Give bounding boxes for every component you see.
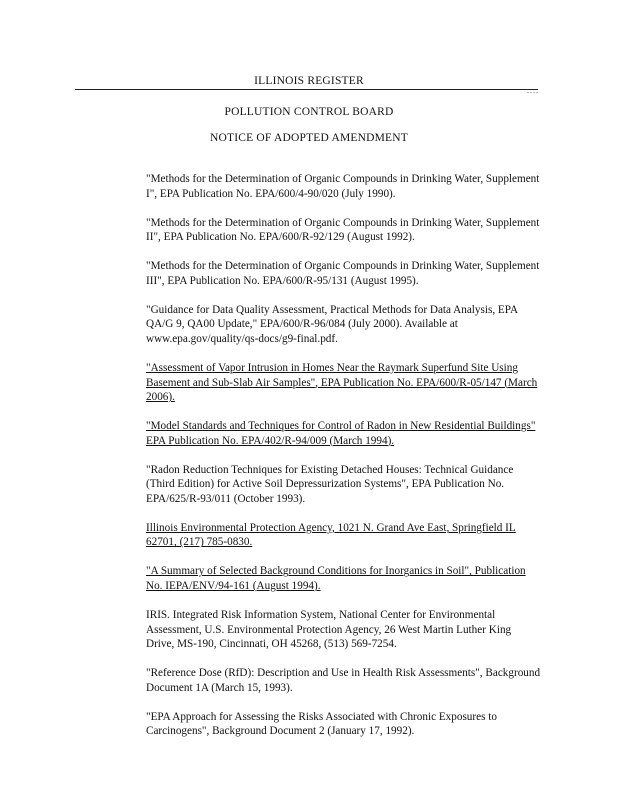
header-rule-tail: ....	[527, 86, 539, 95]
board-title: POLLUTION CONTROL BOARD	[224, 106, 394, 118]
reference-item: Illinois Environmental Protection Agency, 1021 N. Grand Ave East, Springfield IL 62701, (217) 785-0830.	[146, 521, 516, 549]
reference-item: "Assessment of Vapor Intrusion in Homes Near the Raymark Superfund Site Using Basement and Sub-Slab Air Samples", EPA Publication No. EPA/600/R-05/147 (March 2006).	[146, 361, 538, 404]
register-title: ILLINOIS REGISTER	[254, 75, 364, 87]
reference-item: "Radon Reduction Techniques for Existing Detached Houses: Technical Guidance (Third Edition) for Active Soil Depressurization Systems", EPA Publication No. EPA/625/R-93/011 (October 1993).	[146, 463, 514, 505]
reference-list	[146, 172, 542, 753]
notice-title: NOTICE OF ADOPTED AMENDMENT	[209, 132, 409, 144]
reference-item: "Guidance for Data Quality Assessment, Practical Methods for Data Analysis, EPA QA/G 9, QA00 Update," EPA/600/R-96/084 (July 2000). Available at www.epa.gov/quality/qs-docs/g9-final.pdf.	[146, 303, 518, 345]
reference-item: "Model Standards and Techniques for Control of Radon in New Residential Buildings" EPA Publication No. EPA/402/R-94/009 (March 1994).	[146, 420, 536, 447]
header-rule	[75, 89, 538, 90]
reference-item: "A Summary of Selected Background Conditions for Inorganics in Soil", Publication No. IEPA/ENV/94-161 (August 1994).	[146, 565, 526, 592]
reference-item: "Methods for the Determination of Organic Compounds in Drinking Water, Supplement III", EPA Publication No. EPA/600/R-95/131 (August 1995).	[146, 260, 540, 287]
reference-item: "Reference Dose (RfD): Description and Use in Health Risk Assessments", Background Document 1A (March 15, 1993).	[146, 667, 541, 694]
reference-item: IRIS. Integrated Risk Information System, National Center for Environmental Assessment, U.S. Environmental Protection Agency, 26 West Martin Luther King Drive, MS-190, Cincinnati, OH 45268, (513) 569-7254.	[146, 608, 512, 651]
reference-item: "EPA Approach for Assessing the Risks Associated with Chronic Exposures to Carcinogens", Background Document 2 (January 17, 1992).	[146, 710, 497, 738]
reference-item: "Methods for the Determination of Organic Compounds in Drinking Water, Supplement I", EPA Publication No. EPA/600/4-90/020 (July 1990).	[146, 173, 540, 200]
reference-item: "Methods for the Determination of Organic Compounds in Drinking Water, Supplement II", EPA Publication No. EPA/600/R-92/129 (August 1992).	[146, 216, 540, 244]
